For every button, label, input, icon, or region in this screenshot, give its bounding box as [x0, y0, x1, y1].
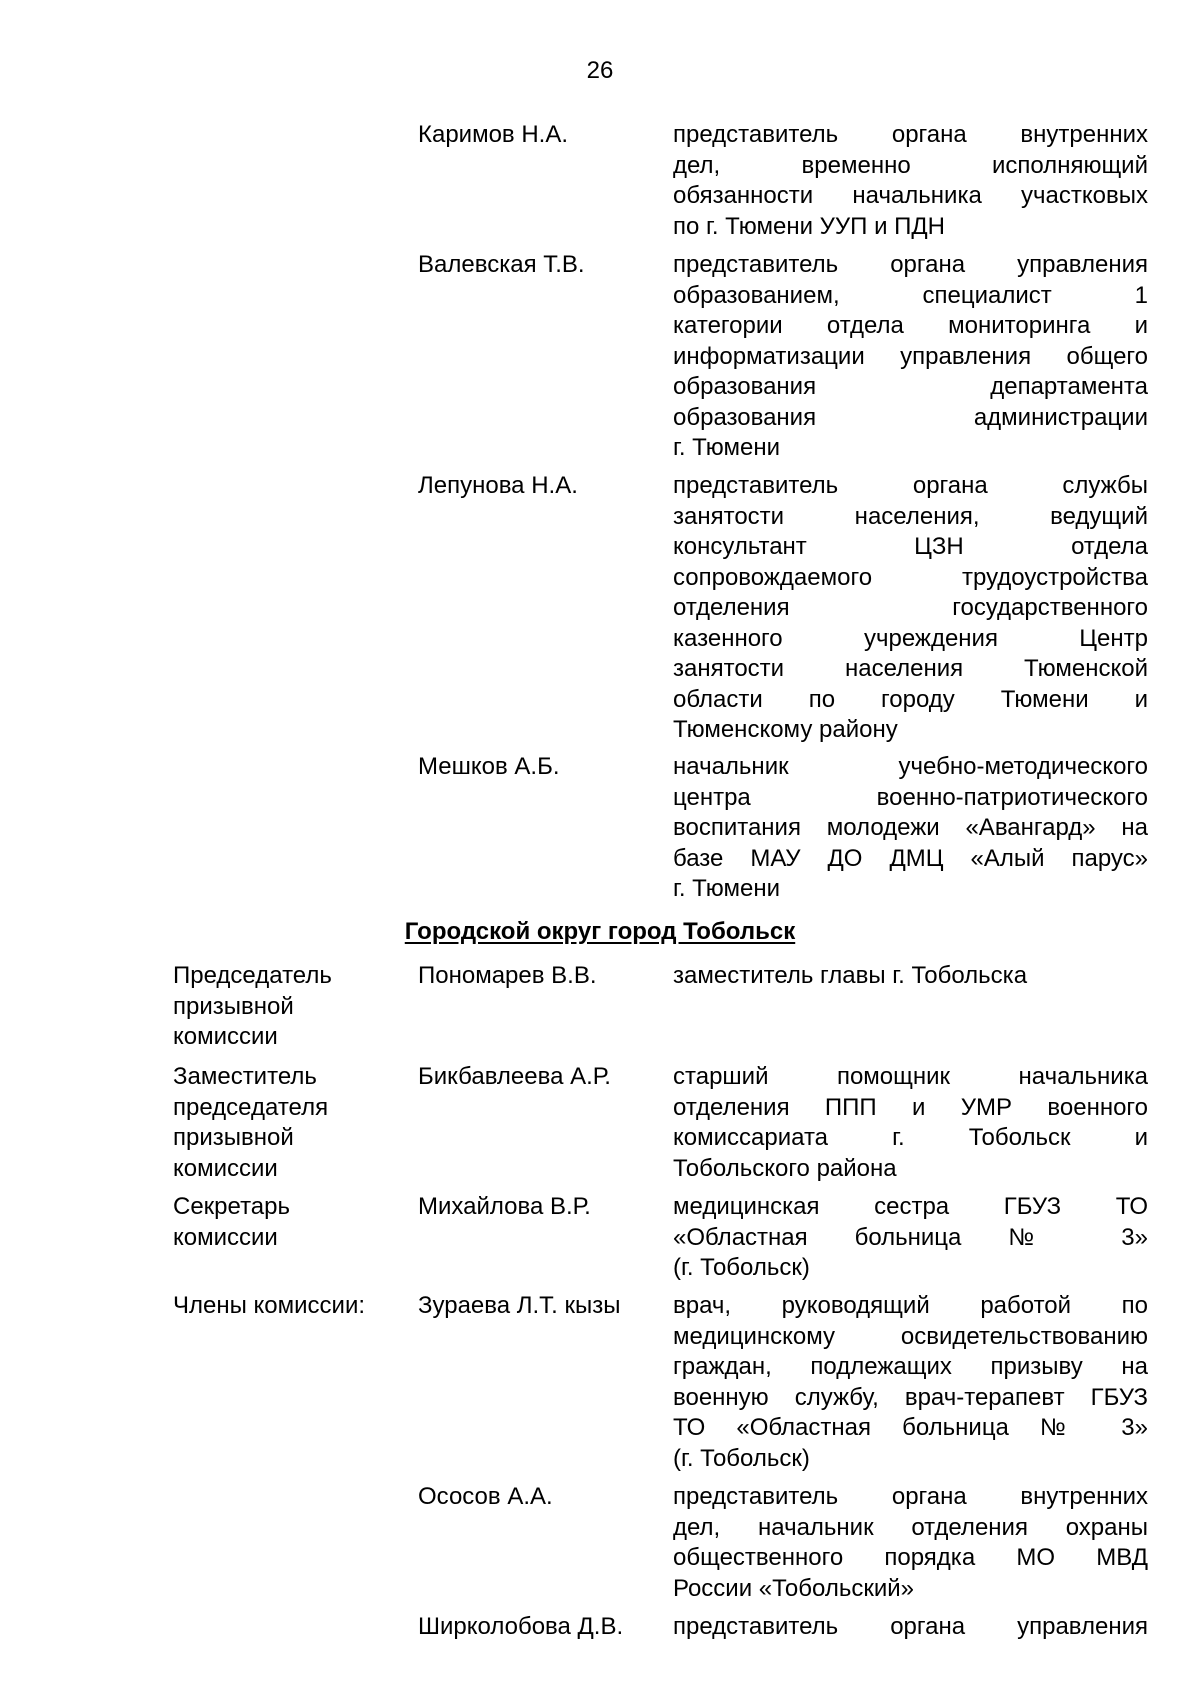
member-name: Валевская Т.В.	[418, 251, 585, 278]
section-heading: Городской округ город Тобольск	[404, 918, 796, 945]
description-line: обязанности начальника участковых	[673, 182, 1148, 209]
member-name: Мешков А.Б.	[418, 753, 560, 780]
description-line: старший помощник начальника	[673, 1063, 1148, 1090]
description-line: (г. Тобольск)	[673, 1254, 810, 1281]
description-line: врач, руководящий работой по	[673, 1292, 1148, 1319]
role-line: комиссии	[173, 1154, 278, 1182]
description-line: дел, начальник отделения охраны	[673, 1513, 1148, 1541]
description-line: отделения государственного	[673, 594, 1148, 621]
role-line: Заместитель	[173, 1063, 317, 1090]
description-line: занятости населения Тюменской	[673, 655, 1148, 682]
member-role	[173, 1192, 403, 1253]
description-line: Тобольского района	[673, 1154, 897, 1182]
description-line: представитель органа службы	[673, 472, 1148, 499]
member-name: Каримов Н.А.	[418, 121, 569, 148]
description-line: представитель органа управления	[673, 251, 1148, 278]
description-line: занятости населения, ведущий	[673, 502, 1148, 530]
member-name: Бикбавлеева А.Р.	[418, 1063, 611, 1090]
description-line: консультант ЦЗН отдела	[673, 533, 1148, 560]
role-line: комиссии	[173, 1223, 278, 1251]
description-line: базе МАУ ДО ДМЦ «Алый парус»	[673, 844, 1148, 872]
role-line: председателя	[173, 1093, 329, 1121]
member-description	[673, 961, 1148, 992]
member-name: Михайлова В.Р.	[418, 1193, 591, 1220]
member-description	[673, 1612, 1148, 1643]
description-line: г. Тюмени	[673, 875, 781, 902]
description-line: комиссариата г. Тобольск и	[673, 1124, 1148, 1151]
description-line: дел, временно исполняющий	[673, 151, 1148, 179]
member-name: Лепунова Н.А.	[418, 472, 578, 499]
page-number: 26	[586, 57, 614, 84]
member-description	[673, 120, 1148, 242]
member-description	[673, 1291, 1148, 1474]
description-line: категории отдела мониторинга и	[673, 312, 1148, 339]
member-description	[673, 1062, 1148, 1184]
member-role	[173, 961, 403, 1053]
role-line: Члены комиссии:	[173, 1292, 366, 1319]
member-description	[673, 752, 1148, 905]
description-line: г. Тюмени	[673, 434, 781, 461]
description-line: заместитель главы г. Тобольска	[673, 962, 1028, 989]
description-line: информатизации управления общего	[673, 342, 1148, 370]
role-line: Секретарь	[173, 1193, 290, 1220]
member-description	[673, 471, 1148, 746]
role-line: призывной	[173, 1124, 294, 1151]
description-line: представитель органа внутренних	[673, 121, 1148, 148]
description-line: сопровождаемого трудоустройства	[673, 563, 1148, 591]
description-line: ТО «Областная больница № 3»	[673, 1414, 1148, 1441]
member-role	[173, 1062, 403, 1184]
description-line: медицинскому освидетельствованию	[673, 1322, 1148, 1350]
member-name: Ширколобова Д.В.	[418, 1613, 624, 1640]
role-line: призывной	[173, 992, 294, 1020]
role-line: Председатель	[173, 962, 332, 989]
description-line: «Областная больница № 3»	[673, 1223, 1148, 1251]
role-line: комиссии	[173, 1023, 278, 1050]
description-line: России «Тобольский»	[673, 1574, 914, 1602]
description-line: представитель органа внутренних	[673, 1483, 1148, 1510]
description-line: образованием, специалист 1	[673, 281, 1148, 309]
description-line: отделения ППП и УМР военного	[673, 1093, 1148, 1121]
description-line: медицинская сестра ГБУЗ ТО	[673, 1193, 1148, 1220]
member-name: Зураева Л.Т. кызы	[418, 1292, 621, 1319]
description-line: (г. Тобольск)	[673, 1444, 810, 1472]
description-line: начальник учебно-методического	[673, 753, 1148, 780]
description-line: по г. Тюмени УУП и ПДН	[673, 212, 946, 240]
member-role	[173, 1291, 403, 1322]
description-line: центра военно-патриотического	[673, 783, 1148, 811]
description-line: воспитания молодежи «Авангард» на	[673, 814, 1148, 841]
member-name: Ососов А.А.	[418, 1483, 553, 1510]
member-name: Пономарев В.В.	[418, 962, 597, 989]
description-line: граждан, подлежащих призыву на	[673, 1353, 1148, 1380]
description-line: области по городу Тюмени и	[673, 685, 1148, 713]
member-description	[673, 1192, 1148, 1284]
description-line: Тюменскому району	[673, 716, 898, 743]
description-line: образования департамента	[673, 373, 1148, 400]
description-line: военную службу, врач-терапевт ГБУЗ	[673, 1383, 1148, 1411]
description-line: представитель органа управления	[673, 1613, 1148, 1640]
member-description	[673, 1482, 1148, 1604]
description-line: общественного порядка МО МВД	[673, 1544, 1148, 1571]
member-description	[673, 250, 1148, 464]
description-line: образования администрации	[673, 403, 1148, 431]
description-line: казенного учреждения Центр	[673, 624, 1148, 652]
